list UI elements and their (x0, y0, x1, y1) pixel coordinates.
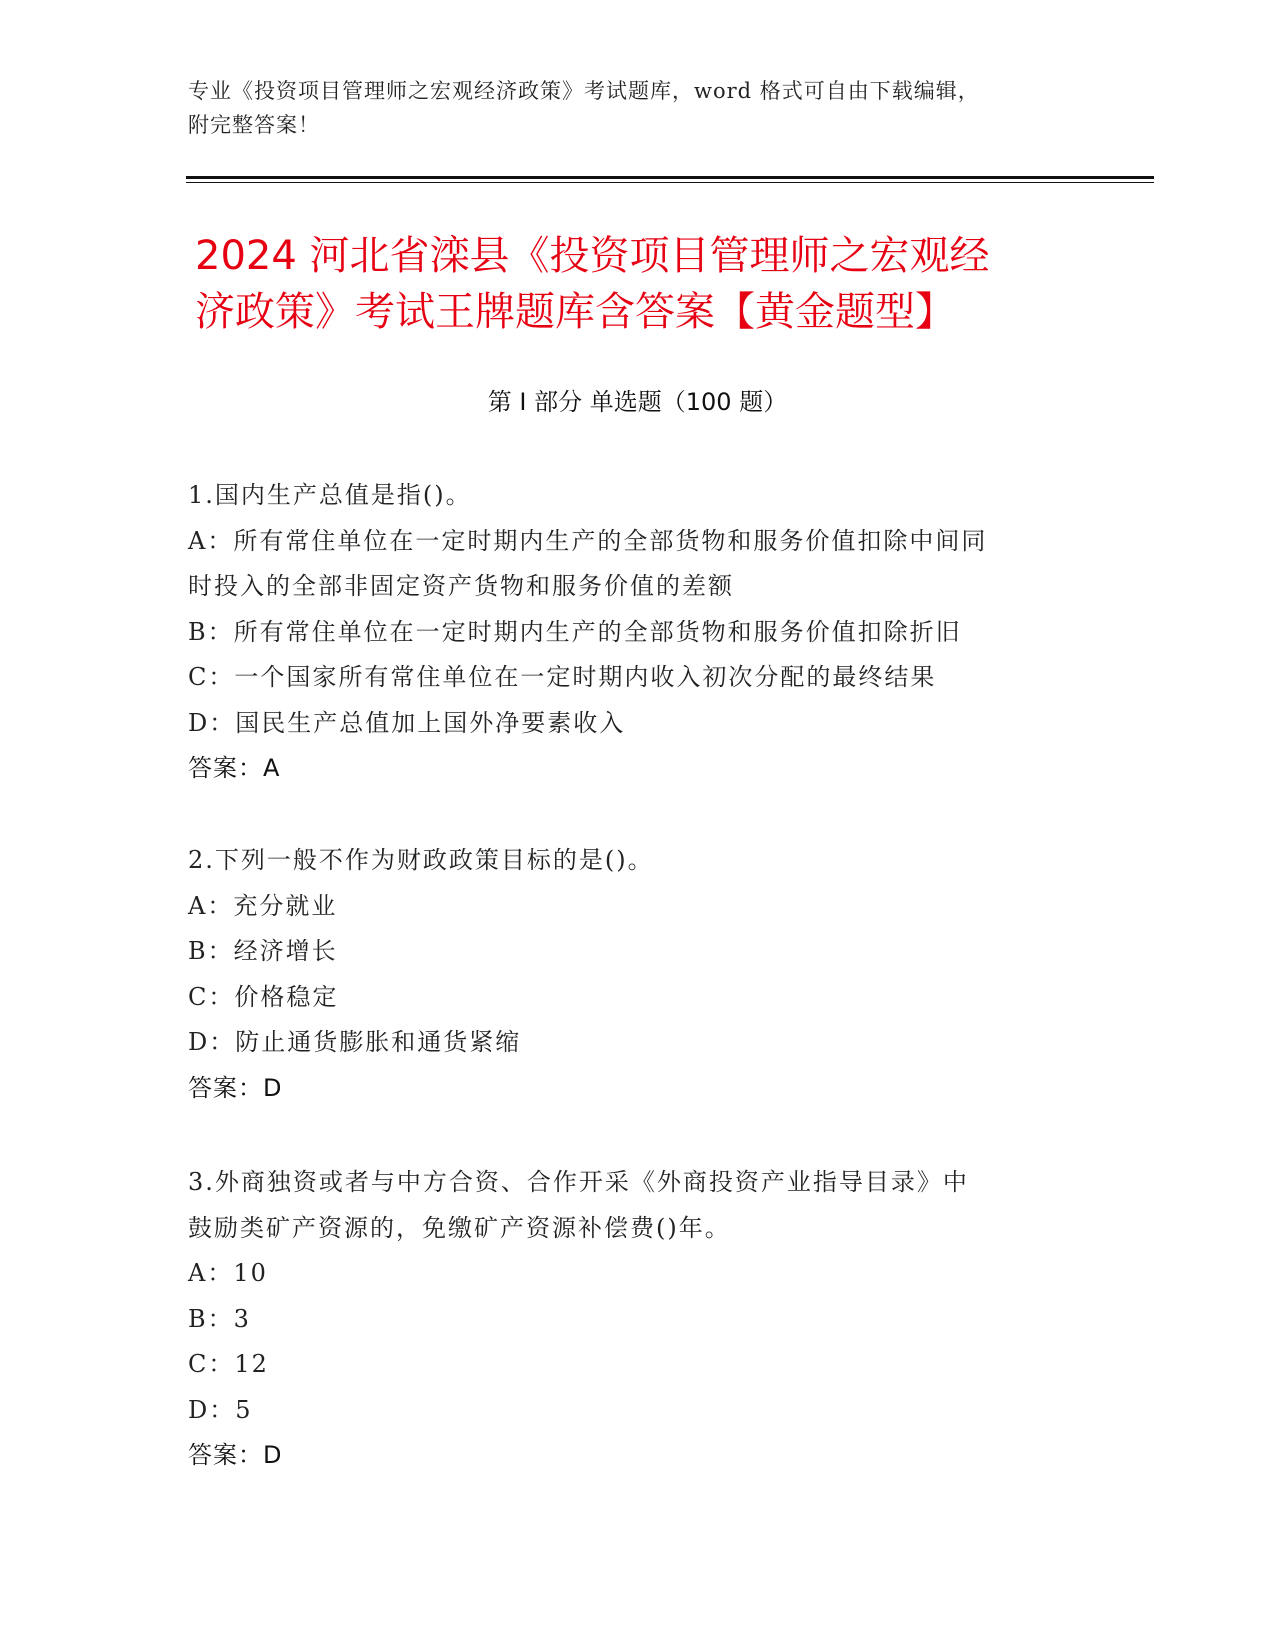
question-stem-continued: 鼓励类矿产资源的，免缴矿产资源补偿费()年。 (188, 1213, 731, 1242)
question-stem: 1.国内生产总值是指()。 (188, 481, 472, 509)
answer: 答案：D (188, 1441, 283, 1469)
option-a: A：充分就业 (188, 891, 338, 920)
option-b: B：经济增长 (188, 937, 338, 965)
option-a: A：所有常住单位在一定时期内生产的全部货物和服务价值扣除中间同 (188, 526, 988, 555)
option-d: D：国民生产总值加上国外净要素收入 (188, 708, 626, 737)
option-c: C：价格稳定 (188, 982, 339, 1011)
question-stem: 2.下列一般不作为财政政策目标的是()。 (188, 846, 654, 874)
header-divider-thin (186, 182, 1154, 183)
question-stem: 3.外商独资或者与中方合资、合作开采《外商投资产业指导目录》中 (188, 1168, 969, 1196)
option-b: B：3 (188, 1304, 251, 1333)
option-b: B：所有常住单位在一定时期内生产的全部货物和服务价值扣除折旧 (188, 617, 962, 646)
answer: 答案：D (188, 1073, 283, 1102)
option-d: D：5 (188, 1395, 253, 1424)
document-title-line2: 济政策》考试王牌题库含答案【黄金题型】 (195, 289, 955, 335)
header-note (188, 74, 1068, 142)
question-2 (188, 838, 1088, 1111)
answer: 答案：A (188, 754, 281, 782)
section-heading: 第 I 部分 单选题（100 题） (487, 388, 788, 416)
document-title (195, 228, 1095, 340)
header-note-line1: 专业《投资项目管理师之宏观经济政策》考试题库，word 格式可自由下载编辑， (188, 79, 980, 103)
option-d: D：防止通货膨胀和通货紧缩 (188, 1028, 522, 1056)
option-c: C：一个国家所有常住单位在一定时期内收入初次分配的最终结果 (188, 663, 937, 691)
question-1 (188, 473, 1088, 792)
document-title-line1: 2024 河北省滦县《投资项目管理师之宏观经 (195, 233, 990, 279)
option-a: A：10 (188, 1259, 268, 1287)
header-note-line2: 附完整答案！ (188, 113, 320, 137)
header-divider (186, 176, 1154, 179)
option-c: C：12 (188, 1350, 269, 1378)
option-a-continued: 时投入的全部非固定资产货物和服务价值的差额 (188, 572, 734, 600)
question-3 (188, 1160, 1088, 1479)
